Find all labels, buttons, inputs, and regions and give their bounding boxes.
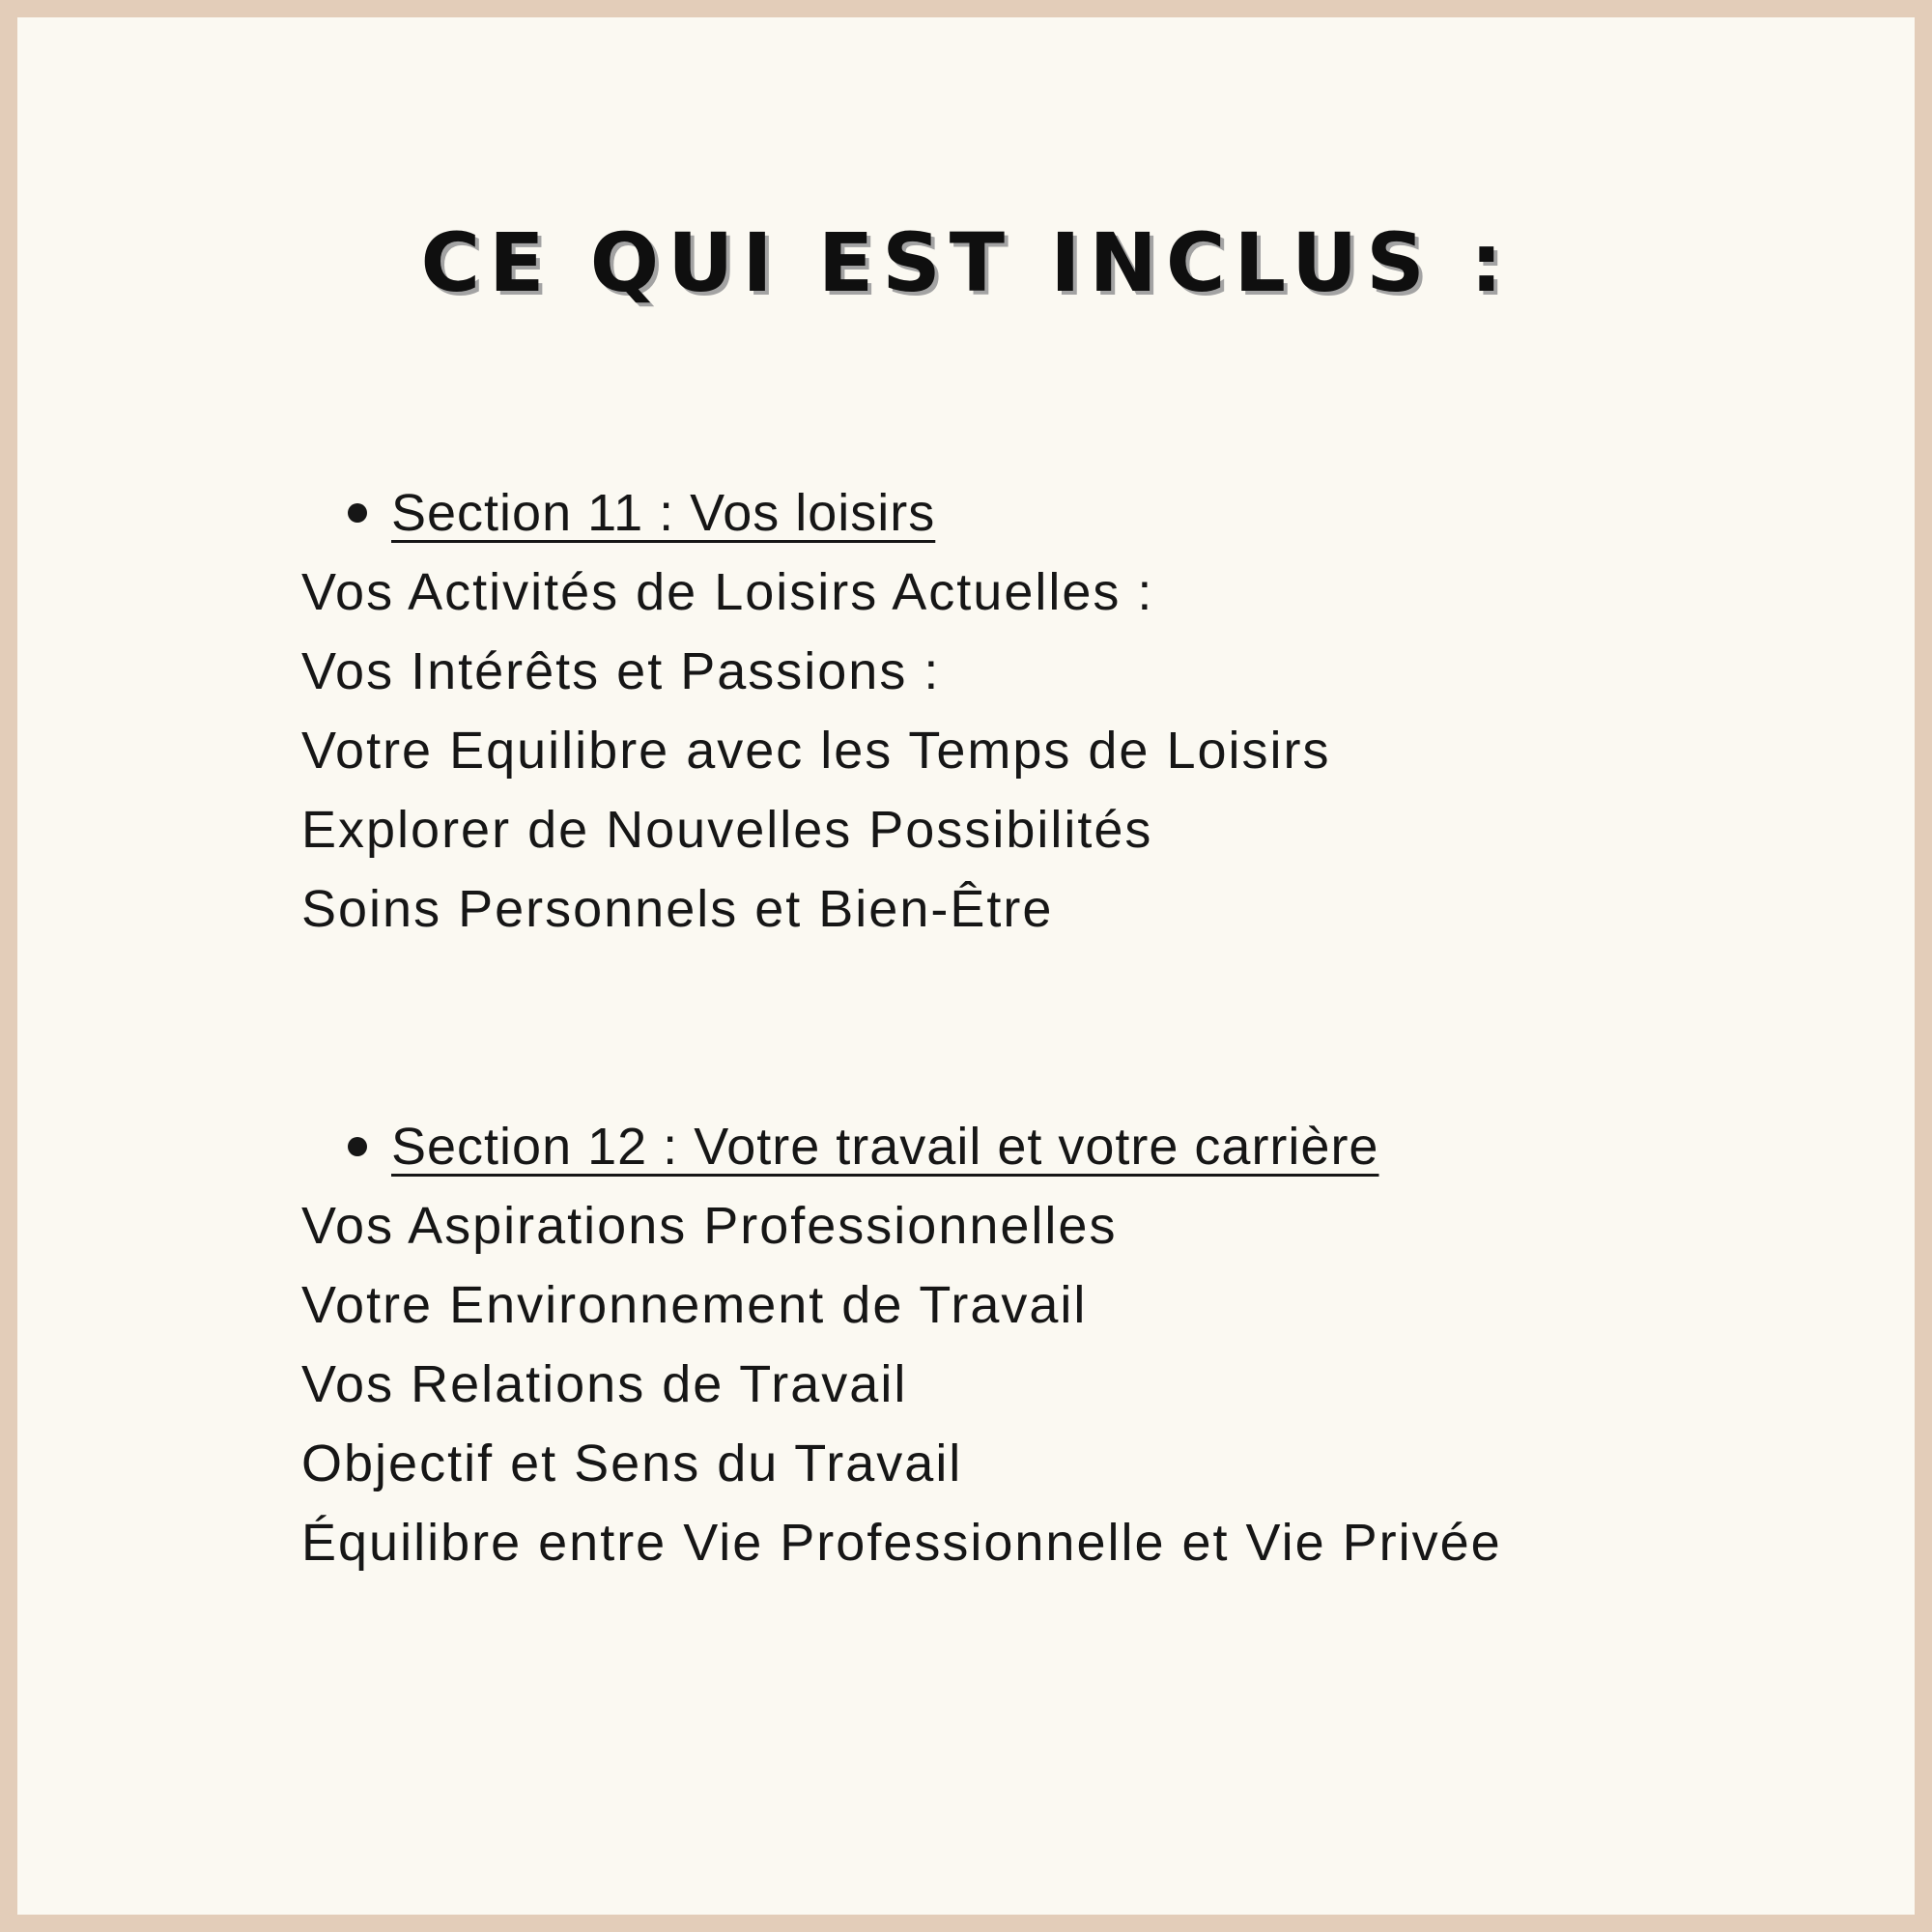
list-item: Soins Personnels et Bien-Être [301, 880, 1054, 938]
section-heading [301, 473, 1331, 553]
list-item: Votre Environnement de Travail [301, 1276, 1088, 1334]
list-item: Vos Intérêts et Passions : [301, 642, 941, 700]
list-item: Vos Activités de Loisirs Actuelles : [301, 563, 1154, 621]
list-item: Vos Relations de Travail [301, 1355, 908, 1413]
section-heading-label: Section 11 : Vos loisirs [391, 484, 936, 542]
section-heading [301, 1107, 1502, 1186]
list-item: Explorer de Nouvelles Possibilités [301, 801, 1153, 859]
bullet-icon [348, 503, 367, 523]
bullet-icon [348, 1137, 367, 1156]
list-item: Vos Aspirations Professionnelles [301, 1197, 1118, 1255]
page-title: CE QUI EST INCLUS : [420, 215, 1512, 310]
section-heading-label: Section 12 : Votre travail et votre carrière [391, 1118, 1379, 1176]
section-leisure [301, 473, 1331, 949]
section-career [301, 1107, 1502, 1582]
list-item: Objectif et Sens du Travail [301, 1435, 963, 1492]
list-item: Équilibre entre Vie Professionnelle et Vie Privée [301, 1514, 1502, 1572]
list-item: Votre Equilibre avec les Temps de Loisirs [301, 722, 1331, 780]
